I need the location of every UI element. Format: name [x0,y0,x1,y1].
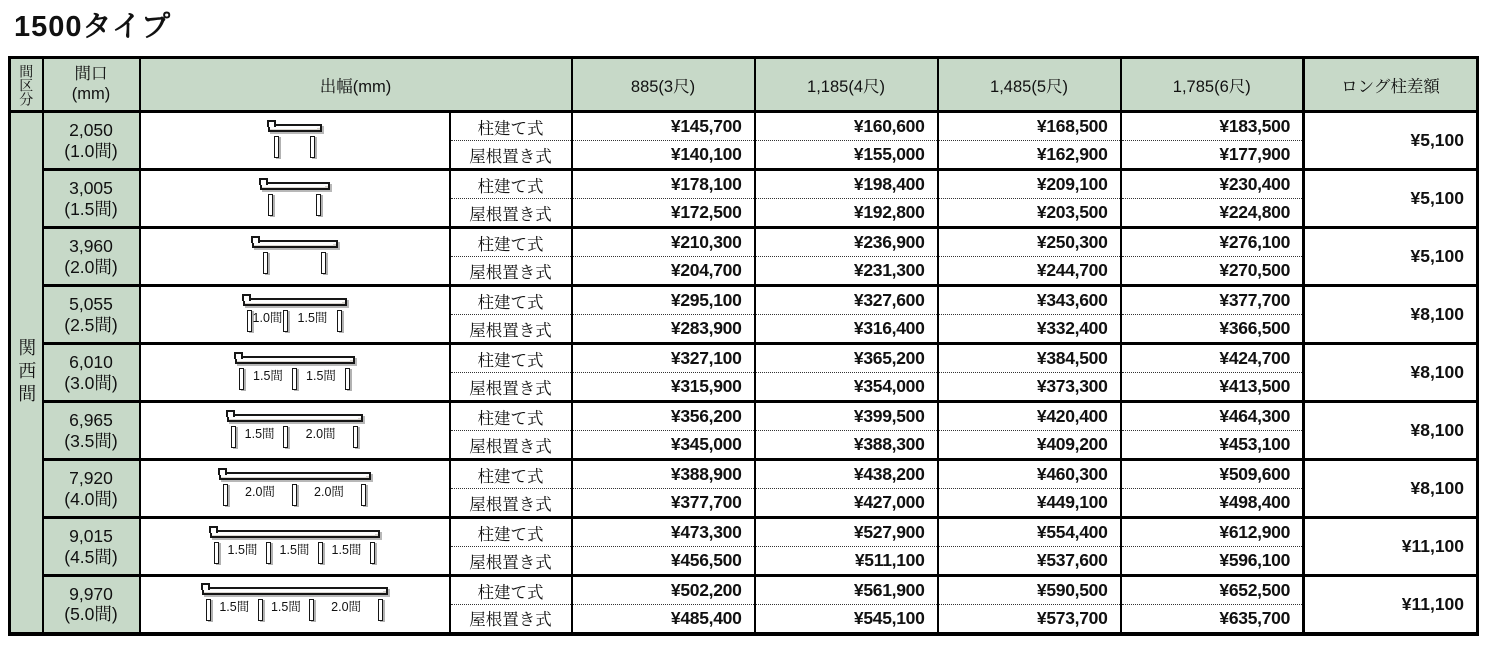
price-cell-roof-3: ¥635,700 [1121,605,1304,634]
price-cell-roof-1: ¥192,800 [755,199,938,228]
diagram-cell [140,344,450,402]
price-cell-post-0: ¥388,900 [572,460,755,489]
price-cell-post-1: ¥438,200 [755,460,938,489]
roof-shape [235,356,355,364]
header-row [10,58,1478,112]
price-cell-roof-1: ¥316,400 [755,315,938,344]
long-post-diff-cell: ¥8,100 [1304,286,1478,344]
span-width-label: 1.5間 [270,600,301,615]
price-cell-post-2: ¥168,500 [938,112,1121,141]
price-cell-post-0: ¥178,100 [572,170,755,199]
span-width-label: 1.5間 [279,542,310,557]
span-width-label: 2.0間 [305,426,336,441]
price-cell-post-2: ¥554,400 [938,518,1121,547]
type-label-yaneoki: 屋根置き式 [450,547,572,576]
price-cell-post-1: ¥160,600 [755,112,938,141]
price-cell-roof-0: ¥204,700 [572,257,755,286]
diagram-cell [140,518,450,576]
type-label-hashiradate: 柱建て式 [450,170,572,199]
span-width-label: 1.5間 [219,600,250,615]
maguchi-ken: (1.0間) [64,140,118,161]
price-cell-roof-0: ¥345,000 [572,431,755,460]
maguchi-ken: (1.5間) [64,198,118,219]
type-label-hashiradate: 柱建て式 [450,228,572,257]
price-cell-post-3: ¥464,300 [1121,402,1304,431]
post-shape [223,484,228,506]
post-shape [268,194,273,216]
price-cell-post-3: ¥652,500 [1121,576,1304,605]
header-maguchi-line1: 間口 [74,64,108,83]
price-cell-post-0: ¥210,300 [572,228,755,257]
maguchi-ken: (5.0間) [64,604,118,625]
price-cell-roof-1: ¥155,000 [755,141,938,170]
roof-shape [210,530,380,538]
price-cell-roof-1: ¥354,000 [755,373,938,402]
maguchi-cell [43,112,140,170]
table-row-1-hashira [10,170,1478,199]
price-cell-roof-0: ¥377,700 [572,489,755,518]
price-cell-roof-2: ¥244,700 [938,257,1121,286]
price-cell-post-0: ¥145,700 [572,112,755,141]
price-cell-post-1: ¥561,900 [755,576,938,605]
terrace-width-diagram [252,237,338,277]
price-cell-roof-3: ¥177,900 [1121,141,1304,170]
table-row-5-hashira [10,402,1478,431]
maguchi-mm: 2,050 [69,119,113,140]
type-label-hashiradate: 柱建て式 [450,112,572,141]
price-cell-post-3: ¥424,700 [1121,344,1304,373]
table-header [10,58,1478,112]
terrace-width-diagram [260,179,330,219]
terrace-width-diagram [227,411,363,451]
maguchi-mm: 6,965 [69,409,113,430]
catalog-page [0,9,1488,667]
diagram-cell [140,576,450,634]
maguchi-ken: (3.0間) [64,372,118,393]
price-cell-roof-1: ¥231,300 [755,257,938,286]
post-shape [318,542,323,564]
price-cell-roof-3: ¥224,800 [1121,199,1304,228]
long-post-diff-cell: ¥5,100 [1304,112,1478,170]
span-width-label: 1.0間 [252,310,283,325]
type-label-hashiradate: 柱建て式 [450,518,572,547]
table-body [10,112,1478,634]
long-post-diff-cell: ¥8,100 [1304,402,1478,460]
price-cell-post-1: ¥399,500 [755,402,938,431]
price-cell-post-2: ¥384,500 [938,344,1121,373]
type-label-hashiradate: 柱建て式 [450,460,572,489]
span-width-label: 2.0間 [314,484,344,499]
row-group-label-kansaima: 関西間 [10,112,43,634]
long-post-diff-cell: ¥11,100 [1304,576,1478,634]
post-shape [247,310,252,332]
type-label-yaneoki: 屋根置き式 [450,199,572,228]
post-shape [361,484,366,506]
price-cell-roof-0: ¥456,500 [572,547,755,576]
span-width-label: 2.0間 [331,600,362,615]
price-cell-roof-3: ¥596,100 [1121,547,1304,576]
post-shape [337,310,342,332]
maguchi-mm: 6,010 [69,351,113,372]
price-cell-roof-1: ¥511,100 [755,547,938,576]
maguchi-ken: (2.0間) [64,256,118,277]
roof-shape [227,414,363,422]
price-cell-roof-0: ¥315,900 [572,373,755,402]
post-shape [309,599,314,621]
price-cell-post-2: ¥250,300 [938,228,1121,257]
header-depth-5shaku: 1,485(5尺) [938,58,1121,112]
maguchi-cell [43,460,140,518]
span-width-label: 1.5間 [244,426,275,441]
post-shape [370,542,375,564]
price-cell-roof-2: ¥409,200 [938,431,1121,460]
long-post-diff-cell: ¥11,100 [1304,518,1478,576]
type-label-hashiradate: 柱建て式 [450,344,572,373]
post-shape [283,426,288,448]
span-width-label: 1.5間 [227,542,258,557]
maguchi-cell [43,228,140,286]
post-shape [231,426,236,448]
post-shape [266,542,271,564]
type-label-hashiradate: 柱建て式 [450,576,572,605]
price-cell-post-0: ¥327,100 [572,344,755,373]
table-row-8-hashira [10,576,1478,605]
post-shape [310,136,315,158]
post-shape [345,368,350,390]
roof-shape [219,472,371,480]
post-shape [316,194,321,216]
type-label-yaneoki: 屋根置き式 [450,605,572,634]
post-shape [283,310,288,332]
price-cell-roof-1: ¥545,100 [755,605,938,634]
terrace-width-diagram [202,584,388,624]
post-shape [214,542,219,564]
price-cell-post-1: ¥527,900 [755,518,938,547]
price-cell-post-3: ¥230,400 [1121,170,1304,199]
price-cell-roof-0: ¥140,100 [572,141,755,170]
long-post-diff-cell: ¥8,100 [1304,460,1478,518]
price-cell-post-1: ¥327,600 [755,286,938,315]
maguchi-mm: 5,055 [69,293,113,314]
terrace-width-diagram [219,469,371,509]
price-cell-roof-2: ¥162,900 [938,141,1121,170]
terrace-width-diagram [235,353,355,393]
span-width-label: 1.5間 [331,542,362,557]
long-post-diff-cell: ¥5,100 [1304,170,1478,228]
maguchi-cell [43,576,140,634]
table-row-3-hashira [10,286,1478,315]
diagram-cell [140,170,450,228]
post-shape [292,484,297,506]
post-shape [206,599,211,621]
price-cell-post-0: ¥356,200 [572,402,755,431]
price-cell-roof-2: ¥449,100 [938,489,1121,518]
type-label-hashiradate: 柱建て式 [450,286,572,315]
price-cell-roof-2: ¥332,400 [938,315,1121,344]
maguchi-mm: 9,970 [69,583,113,604]
diagram-cell [140,402,450,460]
diagram-cell [140,228,450,286]
price-cell-roof-3: ¥453,100 [1121,431,1304,460]
price-cell-post-3: ¥183,500 [1121,112,1304,141]
type-label-yaneoki: 屋根置き式 [450,431,572,460]
header-long-post-diff: ロング柱差額 [1304,58,1478,112]
maguchi-mm: 3,960 [69,235,113,256]
maguchi-mm: 9,015 [69,525,113,546]
post-shape [292,368,297,390]
price-table [8,56,1479,636]
diagram-cell [140,112,450,170]
maguchi-ken: (2.5間) [64,314,118,335]
header-debaba: 出幅(mm) [140,58,572,112]
header-maguchi-line2: (mm) [71,84,111,103]
type-label-hashiradate: 柱建て式 [450,402,572,431]
price-cell-post-1: ¥365,200 [755,344,938,373]
price-cell-roof-1: ¥388,300 [755,431,938,460]
post-shape [274,136,279,158]
price-cell-post-0: ¥295,100 [572,286,755,315]
price-cell-roof-2: ¥373,300 [938,373,1121,402]
price-cell-post-0: ¥502,200 [572,576,755,605]
roof-shape [252,240,338,248]
header-depth-3shaku: 885(3尺) [572,58,755,112]
table-row-2-hashira [10,228,1478,257]
maguchi-ken: (4.5間) [64,546,118,567]
type-label-yaneoki: 屋根置き式 [450,257,572,286]
maguchi-ken: (3.5間) [64,430,118,451]
table-row-6-hashira [10,460,1478,489]
maguchi-cell [43,170,140,228]
price-cell-post-2: ¥590,500 [938,576,1121,605]
price-cell-roof-0: ¥485,400 [572,605,755,634]
terrace-width-diagram [268,121,322,161]
price-cell-post-3: ¥377,700 [1121,286,1304,315]
post-shape [263,252,268,274]
post-shape [378,599,383,621]
price-cell-post-2: ¥420,400 [938,402,1121,431]
maguchi-cell [43,286,140,344]
price-cell-post-0: ¥473,300 [572,518,755,547]
span-width-label: 1.5間 [297,310,328,325]
price-cell-roof-2: ¥573,700 [938,605,1121,634]
roof-shape [260,182,330,190]
price-cell-post-3: ¥612,900 [1121,518,1304,547]
page-title: 1500タイプ [14,11,172,43]
maguchi-cell [43,402,140,460]
post-shape [353,426,358,448]
table-row-4-hashira [10,344,1478,373]
maguchi-mm: 3,005 [69,177,113,198]
roof-shape [243,298,347,306]
long-post-diff-cell: ¥8,100 [1304,344,1478,402]
header-maguchi [43,58,140,112]
price-cell-roof-3: ¥413,500 [1121,373,1304,402]
span-width-label: 2.0間 [245,484,275,499]
maguchi-cell [43,518,140,576]
post-shape [258,599,263,621]
terrace-width-diagram [243,295,347,335]
roof-shape [202,587,388,595]
maguchi-ken: (4.0間) [64,488,118,509]
price-cell-roof-0: ¥172,500 [572,199,755,228]
price-cell-roof-3: ¥270,500 [1121,257,1304,286]
post-shape [239,368,244,390]
span-width-label: 1.5間 [253,368,283,383]
price-cell-post-1: ¥198,400 [755,170,938,199]
table-row-7-hashira [10,518,1478,547]
header-depth-4shaku: 1,185(4尺) [755,58,938,112]
span-width-label: 1.5間 [306,368,336,383]
price-cell-roof-2: ¥537,600 [938,547,1121,576]
type-label-yaneoki: 屋根置き式 [450,373,572,402]
roof-shape [268,124,322,132]
type-label-yaneoki: 屋根置き式 [450,489,572,518]
price-cell-roof-1: ¥427,000 [755,489,938,518]
type-label-yaneoki: 屋根置き式 [450,141,572,170]
price-cell-roof-2: ¥203,500 [938,199,1121,228]
table-row-0-hashira [10,112,1478,141]
price-cell-post-2: ¥460,300 [938,460,1121,489]
header-kukubun: 間区分 [10,58,43,112]
price-cell-post-1: ¥236,900 [755,228,938,257]
long-post-diff-cell: ¥5,100 [1304,228,1478,286]
header-depth-6shaku: 1,785(6尺) [1121,58,1304,112]
maguchi-cell [43,344,140,402]
terrace-width-diagram [210,527,380,567]
price-cell-roof-0: ¥283,900 [572,315,755,344]
maguchi-mm: 7,920 [69,467,113,488]
type-label-yaneoki: 屋根置き式 [450,315,572,344]
price-cell-roof-3: ¥366,500 [1121,315,1304,344]
diagram-cell [140,286,450,344]
post-shape [321,252,326,274]
price-cell-post-3: ¥509,600 [1121,460,1304,489]
price-cell-roof-3: ¥498,400 [1121,489,1304,518]
price-cell-post-2: ¥209,100 [938,170,1121,199]
price-cell-post-3: ¥276,100 [1121,228,1304,257]
price-cell-post-2: ¥343,600 [938,286,1121,315]
diagram-cell [140,460,450,518]
